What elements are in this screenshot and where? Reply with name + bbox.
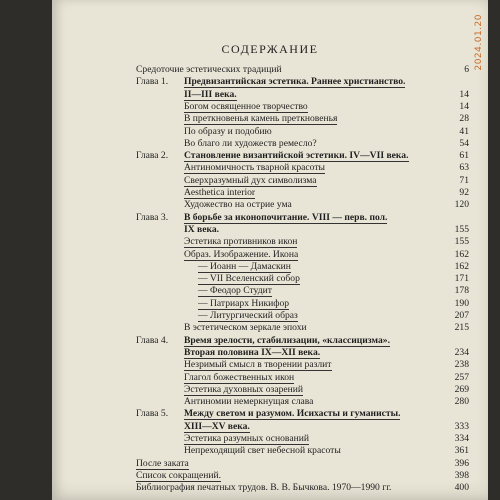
toc-entry-text: Непреходящий свет небесной красоты xyxy=(184,445,341,457)
toc-entry-title xyxy=(184,126,272,138)
toc-entry-title xyxy=(198,261,291,273)
toc-entry-text: В преткновенья камень преткновенья xyxy=(184,113,338,125)
toc-page-number: 234 xyxy=(454,346,469,358)
toc-entry-title xyxy=(184,384,303,396)
toc-page-number: 61 xyxy=(459,150,469,162)
toc-entry-title xyxy=(184,249,298,261)
toc-entry-title xyxy=(184,396,313,408)
toc-row xyxy=(136,445,469,457)
toc-row xyxy=(136,236,469,248)
toc-entry-text: Библиография печатных трудов. В. В. Бычкова. 1970—1990 гг. xyxy=(136,482,392,494)
toc-entry-title xyxy=(184,212,387,224)
toc-page-number: 334 xyxy=(454,433,469,444)
toc-entry-title xyxy=(184,433,309,445)
toc-entry-title xyxy=(184,322,307,334)
chapter-number: Глава 4. xyxy=(136,334,169,346)
toc-entry-title xyxy=(184,236,297,248)
toc-page-number: 178 xyxy=(454,285,469,297)
toc-entry-text: Средоточие эстетических традиций xyxy=(136,64,282,75)
toc-entry-text: XIII—XV века. xyxy=(184,420,250,432)
toc-entry-title xyxy=(184,359,332,371)
toc-entry-title xyxy=(136,458,189,470)
toc-entry-text: — Патриарх Никифор xyxy=(198,297,290,309)
toc-row xyxy=(136,322,469,334)
toc-entry-title xyxy=(184,113,337,125)
toc-entry-title xyxy=(184,372,294,384)
date-stamp: 2024.01.20 xyxy=(474,14,484,71)
toc-entry-title xyxy=(198,273,300,285)
toc-page-number: 54 xyxy=(459,137,469,149)
toc-entry-title xyxy=(184,175,317,187)
toc-entry-text: — VII Вселенский собор xyxy=(198,273,300,285)
toc-row xyxy=(136,273,469,285)
toc-row xyxy=(136,347,469,359)
toc-page-number: 14 xyxy=(459,88,469,100)
toc-entry-title xyxy=(184,101,308,113)
book-page xyxy=(52,0,488,500)
toc-entry-text: В эстетическом зеркале эпохи xyxy=(184,322,307,334)
chapter-number: Глава 5. xyxy=(136,408,169,420)
toc-entry-text: В борьбе за иконопочитание. VIII — перв. пол. xyxy=(184,211,388,223)
toc-entry-text: Образ. Изображение. Икона xyxy=(184,248,299,260)
toc-entry-text: Антиномичность тварной красоты xyxy=(184,162,325,174)
toc-page-number: 14 xyxy=(459,100,469,112)
toc-entry-text: Сверхразумный дух символизма xyxy=(184,174,317,186)
toc-entry-title xyxy=(184,76,405,88)
toc-row xyxy=(136,113,469,125)
toc-page-number: 155 xyxy=(454,223,469,235)
toc-entry-text: Время зрелости, стабилизации, «классицизма». xyxy=(184,334,390,346)
toc-page-number: 333 xyxy=(454,420,469,432)
toc-entry-title xyxy=(184,162,325,174)
toc-entry-title xyxy=(198,310,298,322)
toc-entry-title xyxy=(184,335,390,347)
toc-page-number: 280 xyxy=(454,396,469,408)
toc-row xyxy=(136,396,469,408)
toc-row xyxy=(136,470,469,482)
toc-entry-text: Эстетика духовных озарений xyxy=(184,383,304,395)
toc-entry-title xyxy=(184,408,400,420)
toc-entry-text: Глагол божественных икон xyxy=(184,371,295,383)
toc-page-number: 155 xyxy=(454,236,469,248)
toc-row xyxy=(136,101,469,113)
toc-entry-text: — Феодор Студит xyxy=(198,285,272,297)
toc-row xyxy=(136,408,469,420)
toc-entry-title xyxy=(136,482,391,494)
toc-entry-title xyxy=(136,64,282,76)
page-title: СОДЕРЖАНИЕ xyxy=(221,42,319,56)
toc-page-number: 361 xyxy=(454,445,469,457)
toc-page-number: 215 xyxy=(454,322,469,334)
toc-entry-text: Список сокращений. xyxy=(136,469,221,481)
toc-entry-text: По образу и подобию xyxy=(184,125,272,137)
toc-page-number: 400 xyxy=(454,482,469,494)
toc-entry-title xyxy=(184,445,341,457)
toc-page-number: 162 xyxy=(454,260,469,272)
toc-page-number: 120 xyxy=(454,199,469,211)
toc-entry-text: — Литургический образ xyxy=(198,310,298,321)
toc-row xyxy=(136,433,469,445)
toc-page-number: 207 xyxy=(454,310,469,321)
toc-entry-title xyxy=(198,285,272,297)
chapter-number: Глава 2. xyxy=(136,150,169,162)
toc-row xyxy=(136,138,469,150)
toc-entry-title xyxy=(198,298,289,310)
toc-entry-text: Незримый смысл в творении разлит xyxy=(184,359,332,371)
toc-row xyxy=(136,421,469,433)
toc-row xyxy=(136,335,469,347)
toc-row xyxy=(136,89,469,101)
toc-row xyxy=(136,224,469,236)
toc-entry-text: Эстетика противников икон xyxy=(184,236,298,248)
toc-entry-text: Эстетика разумных оснований xyxy=(184,433,309,444)
toc-row xyxy=(136,249,469,261)
toc-page-number: 257 xyxy=(454,371,469,383)
chapter-number: Глава 1. xyxy=(136,76,169,88)
toc-entry-title xyxy=(184,150,409,162)
toc-row xyxy=(136,64,469,76)
toc-entry-text: Предвизантийская эстетика. Раннее христианство. xyxy=(184,76,406,88)
toc-entry-title xyxy=(184,421,250,433)
toc-page-number: 6 xyxy=(464,64,469,75)
toc-row xyxy=(136,175,469,187)
toc-row xyxy=(136,187,469,199)
toc-row xyxy=(136,372,469,384)
toc-entry-text: Антиномии немеркнущая слава xyxy=(184,396,314,408)
toc-entry-text: Aesthetica interior xyxy=(184,187,256,198)
toc-page-number: 162 xyxy=(454,248,469,260)
toc-row xyxy=(136,162,469,174)
toc-page-number: 398 xyxy=(454,469,469,481)
toc-entry-text: Богом освященное творчество xyxy=(184,100,308,112)
toc-entry-text: Вторая половина IX—XII века. xyxy=(184,346,321,358)
toc-row xyxy=(136,482,469,494)
toc-page-number: 269 xyxy=(454,383,469,395)
toc-entry-text: IX века. xyxy=(184,223,220,235)
toc-entry-text: Во благо ли художеств ремесло? xyxy=(184,137,317,149)
toc-entry-text: После заката xyxy=(136,457,189,469)
toc-entry-title xyxy=(136,470,221,482)
toc-row xyxy=(136,126,469,138)
toc-entry-text: Между светом и разумом. Исихасты и гуманисты. xyxy=(184,408,401,420)
toc-page-number: 238 xyxy=(454,359,469,371)
toc-row xyxy=(136,199,469,211)
toc-entry-text: Становление византийской эстетики. IV—VII века. xyxy=(184,150,409,162)
toc-page-number: 41 xyxy=(459,125,469,137)
toc-entry-title xyxy=(184,347,320,359)
toc-row xyxy=(136,310,469,322)
toc-row xyxy=(136,261,469,273)
toc-entry-title xyxy=(184,187,255,199)
toc-entry-title xyxy=(184,199,292,211)
toc-row xyxy=(136,76,469,88)
toc-page-number: 63 xyxy=(459,162,469,174)
toc-entry-title xyxy=(184,224,219,236)
toc-page-number: 171 xyxy=(454,273,469,285)
toc-entry-text: II—III века. xyxy=(184,88,237,100)
toc-row xyxy=(136,384,469,396)
toc-row xyxy=(136,150,469,162)
toc-entry-text: — Иоанн — Дамаскин xyxy=(198,260,291,272)
toc-page-number: 92 xyxy=(459,187,469,198)
toc-row xyxy=(136,359,469,371)
toc-page-number: 71 xyxy=(459,174,469,186)
toc-entry-title xyxy=(184,89,237,101)
toc-page-number: 396 xyxy=(454,457,469,469)
toc-page-number: 190 xyxy=(454,297,469,309)
toc-row xyxy=(136,298,469,310)
toc-page-number: 28 xyxy=(459,113,469,125)
chapter-number: Глава 3. xyxy=(136,211,169,223)
toc-entry-title xyxy=(184,138,317,150)
toc-entry-text: Художество на острие ума xyxy=(184,199,292,211)
toc-row xyxy=(136,458,469,470)
toc-row xyxy=(136,285,469,297)
toc-row xyxy=(136,212,469,224)
